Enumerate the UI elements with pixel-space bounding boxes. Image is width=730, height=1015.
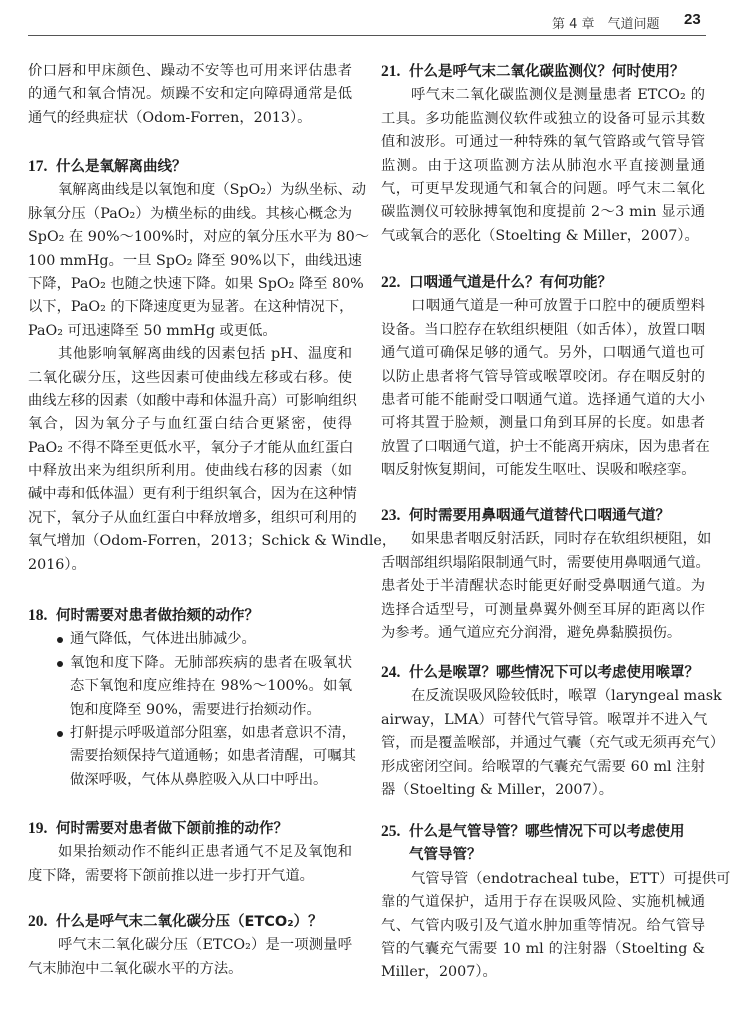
text-line: 如果抬颏动作不能纠正患者通气不足及氧饱和 xyxy=(58,844,352,861)
text-line: 打鼾提示呼吸道部分阻塞，如患者意识不清， xyxy=(70,724,356,741)
question-title: 什么是氧解离曲线？ xyxy=(56,159,187,175)
text-line: 如果患者咽反射活跃，同时存在软组织梗阻，如 xyxy=(411,531,712,548)
text-line: 的通气和氧合情况。烦躁不安和定向障碍通常是低 xyxy=(28,86,352,103)
text-line: 气、气管内吸引及气道水肿加重等情况。给气管导 xyxy=(381,917,705,934)
text-line: 氧饱和度下降。无肺部疾病的患者在吸氧状 xyxy=(70,654,352,671)
question-title: 何时需要用鼻咽通气道替代口咽通气道？ xyxy=(409,508,670,524)
answer-paragraph xyxy=(28,934,352,981)
question-23 xyxy=(381,504,712,645)
text-line: 呼气末二氧化碳分压（ETCO₂）是一项测量呼 xyxy=(58,937,352,954)
text-line: 管，而是覆盖喉部，并通过气囊（充气或无须再充气） xyxy=(381,735,725,752)
text-line: 中释放出来为组织所利用。使曲线右移的因素（如 xyxy=(28,463,352,480)
answer-paragraph xyxy=(381,528,712,645)
question-heading-continued: 气管导管？ xyxy=(409,847,482,864)
text-line: 呼气末二氧化碳监测仪是测量患者 ETCO₂ 的 xyxy=(411,87,705,104)
question-number: 24. xyxy=(381,664,401,681)
bullet-icon xyxy=(57,731,63,737)
text-line: airway，LMA）可替代气管导管。喉罩并不进入气 xyxy=(381,711,708,728)
text-line: 气，可更早发现通气和氧合的问题。呼气末二氧化 xyxy=(381,180,705,197)
question-19 xyxy=(28,817,352,888)
question-title: 什么是呼气末二氧化碳分压（ETCO₂）？ xyxy=(56,914,323,930)
question-heading xyxy=(381,820,705,844)
text-line: 价口唇和甲床颜色、躁动不安等也可用来评估患者 xyxy=(28,63,352,79)
text-line: 需要抬颏保持气道通畅；如患者清醒，可嘱其 xyxy=(70,748,356,765)
question-heading xyxy=(381,60,705,84)
text-line: 100 mmHg。一旦 SpO₂ 降至 90%以下，曲线迅速 xyxy=(28,252,362,269)
text-line: 以下，PaO₂ 的下降速度更为显著。在这种情况下， xyxy=(28,299,354,316)
answer-paragraph xyxy=(28,841,352,888)
question-25 xyxy=(381,820,730,985)
question-heading xyxy=(28,817,352,841)
question-heading xyxy=(381,271,705,295)
question-title: 口咽通气道是什么？有何功能？ xyxy=(409,275,612,291)
question-18 xyxy=(28,604,356,792)
question-number: 25. xyxy=(381,823,401,840)
question-heading xyxy=(28,604,352,628)
text-line: 饱和度降至 90%，需要进行抬颏动作。 xyxy=(70,701,321,718)
question-24 xyxy=(381,661,725,802)
running-header-chapter: 第 4 章 气道问题 xyxy=(552,17,660,32)
text-line: 工具。多功能监测仪软件或独立的设备可显示其数 xyxy=(381,110,705,127)
text-line: 患者处于半清醒状态时能更好耐受鼻咽通气道。为 xyxy=(381,578,705,595)
answer-paragraph xyxy=(381,868,730,985)
text-line: PaO₂ 不得不降至更低水平，氧分子才能从血红蛋白 xyxy=(28,439,354,456)
question-number: 19. xyxy=(28,820,48,837)
question-title: 何时需要对患者做下颌前推的动作？ xyxy=(56,821,288,837)
text-line: SpO₂ 在 90%～100%时，对应的氧分压水平为 80～ xyxy=(28,229,370,246)
question-number: 20. xyxy=(28,913,48,930)
text-line: 氧解离曲线是以氧饱和度（SpO₂）为纵坐标、动 xyxy=(58,182,367,199)
text-line: 为参考。通气道应充分润滑，避免鼻黏膜损伤。 xyxy=(381,624,682,641)
text-line: 放置了口咽通气道，护士不能离开病床，因为患者在 xyxy=(381,438,710,455)
bullet-icon xyxy=(57,661,63,667)
text-line: 二氧化碳分压，这些因素可使曲线左移或右移。使 xyxy=(28,369,352,386)
text-line: 态下氧饱和度应维持在 98%～100%。如氧 xyxy=(70,678,352,695)
text-line: 通气的经典症状（Odom-Forren，2013）。 xyxy=(28,109,312,126)
question-heading xyxy=(28,910,352,934)
question-number: 17. xyxy=(28,158,48,175)
text-line: PaO₂ 可迅速降至 50 mmHg 或更低。 xyxy=(28,322,277,339)
question-21 xyxy=(381,60,705,248)
bullet-icon xyxy=(57,637,63,643)
question-20 xyxy=(28,910,352,981)
text-line: 选择合适型号，可测量鼻翼外侧至耳屏的距离以作 xyxy=(381,601,705,618)
text-line: 气或氧合的恶化（Stoelting & Miller，2007）。 xyxy=(381,227,699,244)
text-line: 氧气增加（Odom-Forren，2013；Schick & Windle， xyxy=(28,533,397,550)
question-title: 何时需要对患者做抬颏的动作？ xyxy=(56,608,259,624)
question-title: 什么是呼气末二氧化碳监测仪？何时使用？ xyxy=(409,64,685,80)
text-line: 靠的气道保护，适用于存在误吸风险、实施机械通 xyxy=(381,894,705,911)
text-line: 其他影响氧解离曲线的因素包括 pH、温度和 xyxy=(58,346,352,363)
text-line: 下降，PaO₂ 也随之快速下降。如果 SpO₂ 降至 80% xyxy=(28,275,364,292)
text-line: 氧合，因为氧分子与血红蛋白结合更紧密，使得 xyxy=(28,416,352,433)
text-line: 2016）。 xyxy=(28,556,86,573)
text-line: 气末肺泡中二氧化碳水平的方法。 xyxy=(28,960,243,977)
page-number: 23 xyxy=(684,11,701,28)
question-heading xyxy=(381,661,705,685)
text-line: Miller，2007）。 xyxy=(381,964,497,981)
text-line: 口咽通气道是一种可放置于口腔中的硬质塑料 xyxy=(411,298,705,315)
text-line: 监测。由于这项监测方法从肺泡水平直接测量通 xyxy=(381,157,705,174)
header-rule xyxy=(28,35,706,36)
question-number: 22. xyxy=(381,274,401,291)
answer-paragraph xyxy=(28,179,370,343)
answer-paragraph xyxy=(381,685,725,802)
text-line: 值和波形。可通过一种特殊的氧气管路或气管导管 xyxy=(381,134,705,151)
bullet-item xyxy=(28,652,352,722)
question-heading xyxy=(381,504,705,528)
text-line: 通气降低，气体进出肺减少。 xyxy=(70,631,256,648)
question-22 xyxy=(381,271,710,483)
text-line: 度下降，需要将下颌前推以进一步打开气道。 xyxy=(28,867,314,884)
text-line: 脉氧分压（PaO₂）为横坐标的曲线。其核心概念为 xyxy=(28,205,352,222)
question-number: 18. xyxy=(28,607,48,624)
text-line: 曲线左移的因素（如酸中毒和体温升高）可影响组织 xyxy=(28,392,357,409)
text-line: 在反流误吸风险较低时，喉罩（laryngeal mask xyxy=(411,688,722,705)
bullet-item xyxy=(28,722,356,792)
text-line: 设备。当口腔存在软组织梗阻（如舌体），放置口咽 xyxy=(381,321,705,338)
text-line: 况下，氧分子从血红蛋白中释放增多，组织可利用的 xyxy=(28,509,357,526)
text-line: 气管导管（endotracheal tube，ETT）可提供可 xyxy=(411,870,730,887)
intro-paragraph xyxy=(28,60,352,130)
question-title: 什么是气管导管？哪些情况下可以考虑使用 xyxy=(409,824,685,840)
question-number: 21. xyxy=(381,63,401,80)
question-title: 什么是喉罩？哪些情况下可以考虑使用喉罩？ xyxy=(409,665,699,681)
bullet-item xyxy=(28,628,352,651)
text-line: 患者可能不能耐受口咽通气道。选择通气道的大小 xyxy=(381,391,705,408)
text-line: 碱中毒和低体温）更有利于组织氧合，因为在这种情 xyxy=(28,486,357,503)
text-line: 咽反射恢复期间，可能发生呕吐、误吸和喉痉挛。 xyxy=(381,462,696,479)
text-line: 做深呼吸，气体从鼻腔吸入从口中呼出。 xyxy=(70,771,328,788)
text-line: 器（Stoelting & Miller，2007）。 xyxy=(381,781,614,798)
answer-paragraph xyxy=(381,84,705,248)
text-line: 管的气囊充气需要 10 ml 的注射器（Stoelting & xyxy=(381,940,705,957)
text-line: 通气道可确保足够的通气。另外，口咽通气道也可 xyxy=(381,345,705,362)
text-line: 舌咽部组织塌陷限制通气时，需要使用鼻咽通气道。 xyxy=(381,554,710,571)
question-number: 23. xyxy=(381,507,401,524)
answer-paragraph xyxy=(381,295,710,482)
text-line: 可将其置于脸颊，测量口角到耳屏的长度。如患者 xyxy=(381,415,705,432)
text-line: 碳监测仪可较脉搏氧饱和度提前 2～3 min 显示通 xyxy=(381,204,705,221)
text-line: 形成密闭空间。给喉罩的气囊充气需要 60 ml 注射 xyxy=(381,758,705,775)
question-heading xyxy=(28,155,352,179)
text-line: 以防止患者将气管导管或喉罩咬闭。存在咽反射的 xyxy=(381,368,705,385)
